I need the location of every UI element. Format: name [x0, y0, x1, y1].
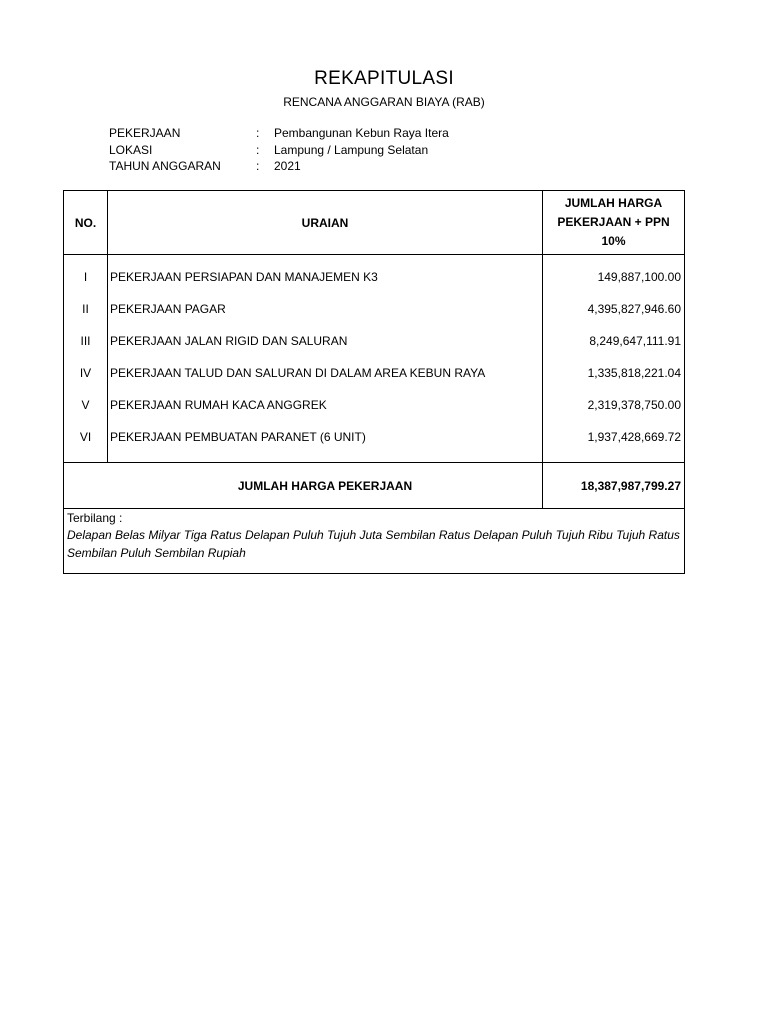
row-value: 2,319,378,750.00 — [587, 398, 681, 412]
document-subtitle: RENCANA ANGGARAN BIAYA (RAB) — [283, 95, 485, 109]
info-colon: : — [256, 142, 260, 157]
header-jumlah-harga: JUMLAH HARGA PEKERJAAN + PPN 10% — [557, 196, 670, 248]
row-description: PEKERJAAN TALUD DAN SALURAN DI DALAM AREA KEBUN RAYA — [110, 366, 486, 380]
row-value: 8,249,647,111.91 — [589, 334, 681, 348]
table-row — [64, 366, 684, 398]
table-row — [64, 270, 684, 302]
table-row — [64, 398, 684, 430]
table-row — [64, 302, 684, 334]
row-number: IV — [79, 366, 92, 380]
row-value: 1,335,818,221.04 — [587, 366, 681, 380]
row-description: PEKERJAAN PERSIAPAN DAN MANAJEMEN K3 — [110, 270, 378, 284]
info-colon: : — [256, 159, 260, 173]
document-title: REKAPITULASI — [314, 68, 454, 89]
info-value: Lampung / Lampung Selatan — [274, 142, 429, 157]
row-description: PEKERJAAN JALAN RIGID DAN SALURAN — [110, 334, 348, 348]
info-row-tahun-anggaran — [109, 159, 449, 176]
info-row-lokasi — [109, 143, 449, 160]
row-value: 149,887,100.00 — [597, 270, 681, 284]
table-row — [64, 334, 684, 366]
header-uraian: URAIAN — [301, 215, 349, 230]
recap-table — [63, 190, 685, 574]
row-value: 1,937,428,669.72 — [587, 430, 681, 444]
info-label: TAHUN ANGGARAN — [109, 159, 221, 173]
info-label: LOKASI — [109, 142, 153, 157]
row-description: PEKERJAAN RUMAH KACA ANGGREK — [110, 398, 327, 412]
info-row-pekerjaan — [109, 126, 449, 143]
row-number: II — [82, 302, 89, 316]
row-description: PEKERJAAN PEMBUATAN PARANET (6 UNIT) — [110, 430, 366, 444]
total-divider-top — [64, 462, 684, 463]
total-label: JUMLAH HARGA PEKERJAAN — [237, 479, 413, 493]
total-divider-bottom — [64, 508, 684, 509]
row-number: V — [81, 398, 90, 412]
header-no: NO. — [74, 215, 97, 230]
row-number: VI — [79, 430, 92, 444]
total-value: 18,387,987,799.27 — [580, 479, 681, 493]
header-divider — [64, 254, 684, 255]
row-value: 4,395,827,946.60 — [587, 302, 681, 316]
info-label: PEKERJAAN — [109, 126, 181, 140]
info-value: 2021 — [274, 159, 301, 173]
terbilang-label: Terbilang : — [67, 511, 123, 525]
project-info — [109, 126, 449, 176]
table-row — [64, 430, 684, 462]
row-number: I — [83, 270, 88, 284]
terbilang-text: Delapan Belas Milyar Tiga Ratus Delapan Puluh Tujuh Juta Sembilan Ratus Delapan Puluh Tujuh Ribu Tujuh Ratus Sembilan Puluh Sembilan Rupiah — [67, 528, 680, 560]
info-colon: : — [256, 126, 260, 140]
row-number: III — [80, 334, 91, 348]
row-description: PEKERJAAN PAGAR — [110, 302, 226, 316]
info-value: Pembangunan Kebun Raya Itera — [274, 126, 449, 140]
